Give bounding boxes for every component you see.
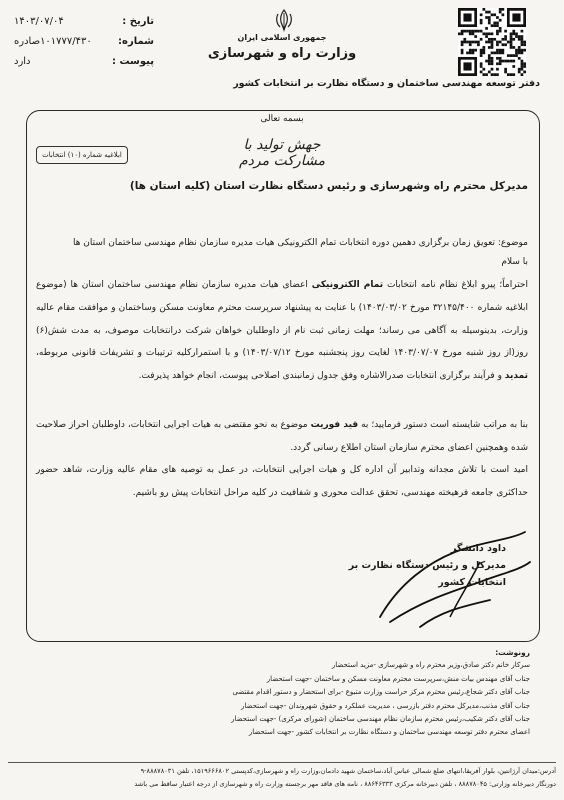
subject-line: موضوع: تعویق زمان برگزاری دهمین دوره انتخابات تمام الکترونیکی هیات مدیره سازمان نظام مهندسی ساختمان استان ها: [72, 238, 528, 248]
meta-value: ۱۰۱۷۷۷/۴۳۰صادره: [14, 36, 92, 47]
paragraph-3: [36, 459, 528, 505]
paragraph-1: [36, 274, 528, 388]
signer-name: داود دانشگر: [450, 543, 506, 554]
cc-item: اعضای محترم دفتر توسعه مهندسی ساختمان و دستگاه نظارت بر انتخابات کشور -جهت استحضار: [248, 728, 530, 737]
cc-item: جناب آقای مذنب،مدیرکل محترم دفتر بازرسی ، مدیریت عملکرد و حقوق شهروندان -جهت استحضار: [241, 701, 530, 710]
p1-text-c: و فرآیند برگزاری انتخابات صدرالاشاره وفق جدول زمانبندی اصلاحی پیوست، انجام خواهد پذیرفت.: [138, 371, 505, 382]
p1-text-a: احتراماً؛ پیرو ابلاغ نظام نامه انتخابات: [383, 280, 528, 290]
p1-bold-b: تمدید: [504, 371, 528, 382]
footer-contact: دورنگار دبیرخانه وزارتی: ۸۸۸۷۸۰۴۵ ، تلفن دبیرخانه مرکزی ۸۸۶۴۶۳۳۳ ، نامه های فاقد مهر برجسته وزارت راه و شهرسازی از درجه اعتبار ساقط می باشد: [134, 780, 556, 788]
signer-title-1: مدیرکل و رئیس دستگاه نظارت بر: [348, 560, 506, 571]
qr-code-icon: [458, 8, 526, 76]
slogan: جهش تولید با مشارکت مردم: [238, 137, 325, 169]
meta-row: [14, 52, 154, 72]
p3-text: امید است با تلاش مجدانه وتدابیر آن اداره کل و هیات اجرایی انتخابات، در عمل به توصیه های مقام عالیه وزارت، شاهد حضور حداکثری جامعه فرهیخته مهندسی، تحقق عدالت محوری و شفافیت در کلیه مراحل انتخابات پیش رو باشیم.: [36, 465, 528, 498]
cc-item: سرکار خانم دکتر صادق،وزیر محترم راه و شهرسازی -مزید استحضار: [331, 661, 530, 670]
office-name: دفتر توسعه مهندسی ساختمان و دستگاه نظارت بر انتخابات کشور: [233, 78, 540, 89]
signer-title-2: انتخابات کشور: [438, 577, 506, 588]
p2-text-b: موضوع به نحو مقتضی به هیات اجرایی انتخابات، داوطلبان احراز صلاحیت شده وهمچنین اعضای محترم سازمان استان اطلاع رسانی گردد.: [36, 420, 528, 453]
p2-text-a: بنا به مراتب شایسته است دستور فرمایید؛ به: [358, 420, 528, 430]
iran-emblem-icon: [274, 8, 294, 32]
footer: [8, 762, 556, 791]
ministry-name: وزارت راه و شهرسازی: [207, 46, 357, 61]
greeting: با سلام: [501, 257, 528, 267]
footer-address: آدرس:میدان آرژانتین، بلوار آفریقا،انتهای ضلع شمالی عباس آباد،ساختمان شهید دادمان،وزارت راه و شهرسازی،کدپستی ۱۵۱۹۶۶۶۸۰۲، تلفن ۸۸۸۷۸۰۳۱-۹: [140, 767, 556, 775]
meta-value: ۱۴۰۳/۰۷/۰۴: [14, 16, 64, 27]
meta-label: پیوست :: [111, 56, 154, 67]
cc-item: جناب آقای دکتر شجاع،رئیس محترم مرکز حراست وزارت متبوع -برای استحضار و دستور اقدام مقتضی: [232, 688, 530, 697]
letter-meta: [14, 12, 154, 72]
meta-value: دارد: [14, 56, 31, 67]
p1-bold-a: تمام الکترونیکی: [311, 280, 384, 290]
recipient: مدیرکل محترم راه وشهرسازی و رئیس دستگاه نظارت استان (کلیه استان ها): [129, 180, 528, 192]
signer-block: [316, 540, 506, 591]
notice-number-box: ابلاغیه شماره (۱۰) انتخابات: [36, 146, 128, 164]
cc-title: رونوشت:: [495, 648, 530, 657]
meta-row: [14, 12, 154, 32]
paragraph-2: [36, 414, 528, 460]
government-header: [180, 32, 384, 64]
basmala: بسمه تعالی: [260, 114, 304, 124]
p1-text-b: اعضای هیات مدیره سازمان نظام مهندسی ساختمان استان ها (موضوع ابلاغیه شماره ۳۲۱۴۵/۴۰۰ مورخ ۱۴۰۳/۰۳/۰۲) با عنایت به پیشنهاد سرپرست محترم معاونت مسکن وساختمان و موافقت مقام عالیه وزارت، بدینوسیله به آگاهی می رساند؛ مهلت زمانی ثبت نام از داوطلبان خواهان شرکت درانتخابات موصوف، به مدت شش(۶) روز(از روز شنبه مورخ ۱۴۰۳/۰۷/۰۷ لغایت روز پنجشنبه مورخ ۱۴۰۳/۰۷/۱۲) و با استمرارکلیه ترتیبات و تشریفات قانونی مربوطه،: [36, 280, 528, 359]
cc-item: جناب آقای مهندس بیات منش،سرپرست محترم معاونت مسکن و ساختمان -جهت استحضار: [266, 674, 530, 683]
cc-item: جناب آقای دکتر شکیب،رئیس محترم سازمان نظام مهندسی ساختمان (شورای مرکزی) -جهت استحضار: [231, 715, 530, 724]
cc-list: [30, 646, 530, 740]
meta-label: شماره:: [118, 36, 154, 47]
meta-label: تاریخ :: [122, 16, 154, 27]
gov-line-1: جمهوری اسلامی ایران: [237, 33, 327, 42]
p2-bold: قید فوریت: [310, 420, 359, 430]
meta-row: [14, 32, 154, 52]
